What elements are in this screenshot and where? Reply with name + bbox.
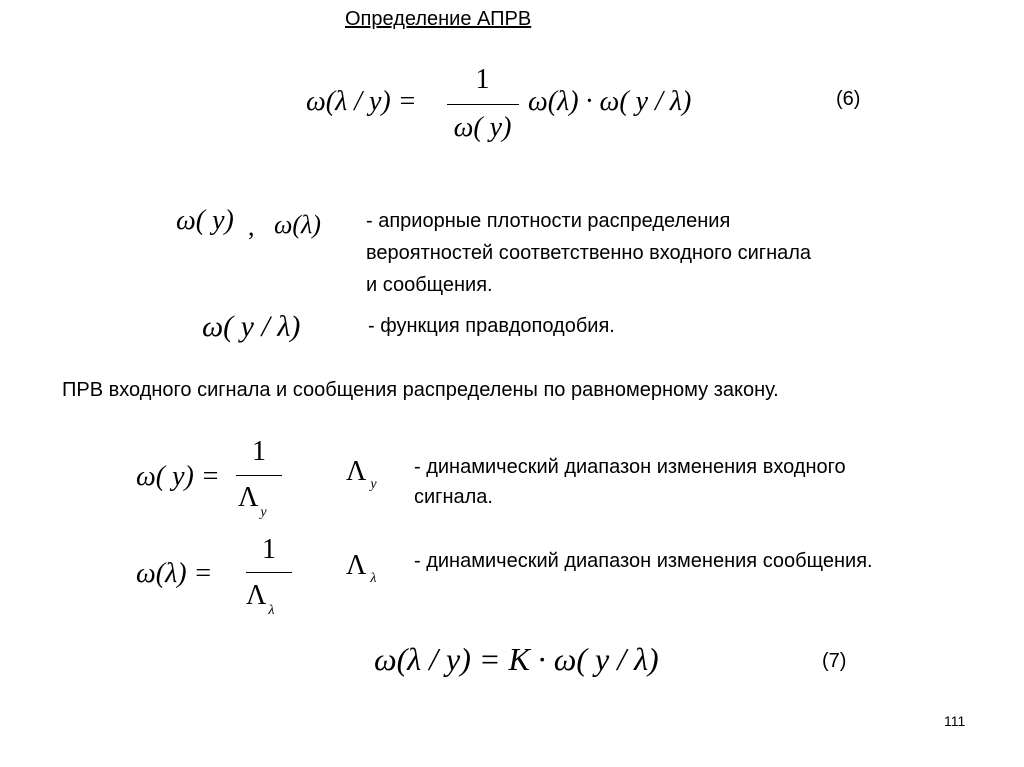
eq6-lhs: ω(λ / y) = [306, 86, 417, 117]
eq7-formula: ω(λ / y) = K · ω( y / λ) [374, 641, 659, 677]
symbol-omega-lambda: ω(λ) [274, 210, 321, 239]
lambda-capital: Λ [246, 580, 267, 611]
prior-text-line-3: и сообщения. [366, 274, 493, 296]
symbol-likelihood: ω( y / λ) [202, 310, 301, 343]
prior-text-line-1: - априорные плотности распределения [366, 210, 731, 232]
prior-text-line-2: вероятностей соответственно входного сигнала [366, 242, 812, 264]
eq6-numerator: 1 [475, 64, 490, 95]
range-y-text-line-1: - динамический диапазон изменения входного [414, 456, 846, 478]
symbol-range-lambda [346, 550, 377, 586]
uniform-y-lhs: ω( y) = [136, 461, 220, 492]
denominator-subscript-y: y [260, 505, 267, 520]
uniform-y-denominator [238, 482, 267, 520]
eq6-fraction-bar [447, 104, 519, 105]
symbol-subscript-y: y [370, 477, 377, 492]
symbol-range-y [346, 456, 377, 492]
lambda-capital: Λ [238, 482, 259, 513]
denominator-subscript-lambda: λ [268, 603, 275, 618]
range-lambda-text: - динамический диапазон изменения сообщения. [414, 550, 873, 572]
page-title: Определение АПРВ [345, 8, 532, 30]
eq6-rhs: ω(λ) · ω( y / λ) [528, 86, 692, 117]
eq7-number: (7) [822, 650, 847, 672]
uniform-y-numerator: 1 [252, 436, 266, 467]
uniform-statement: ПРВ входного сигнала и сообщения распределены по равномерному закону. [62, 379, 779, 401]
eq6-denominator: ω( y) [453, 112, 512, 143]
uniform-lambda-lhs: ω(λ) = [136, 558, 213, 589]
uniform-y-fraction-bar [236, 475, 282, 476]
uniform-lambda-fraction-bar [246, 572, 292, 573]
comma: , [248, 212, 255, 241]
uniform-lambda-numerator: 1 [262, 534, 276, 565]
lambda-capital: Λ [346, 550, 367, 581]
uniform-lambda-denominator [246, 580, 275, 618]
likelihood-text: - функция правдоподобия. [368, 315, 615, 337]
symbol-subscript-lambda: λ [370, 571, 377, 586]
lambda-capital: Λ [346, 456, 367, 487]
range-y-text-line-2: сигнала. [414, 486, 493, 508]
eq6-number: (6) [836, 88, 861, 110]
symbol-omega-y: ω( y) [176, 205, 234, 236]
page-number: 111 [944, 713, 966, 729]
